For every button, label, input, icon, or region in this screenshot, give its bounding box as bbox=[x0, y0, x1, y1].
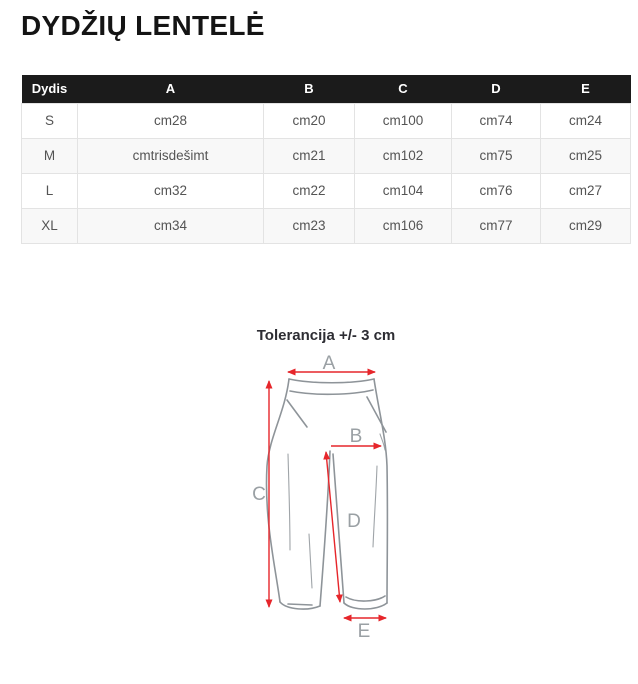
tolerance-note: Tolerancija +/- 3 cm bbox=[256, 327, 396, 344]
value-cell: cm32 bbox=[78, 173, 264, 208]
column-header-c: C bbox=[355, 75, 452, 103]
size-table bbox=[21, 75, 631, 244]
pants-left-outer-seam bbox=[266, 379, 289, 602]
value-cell: cm76 bbox=[452, 173, 541, 208]
label-b: B bbox=[349, 426, 363, 447]
label-d: D bbox=[347, 511, 361, 532]
column-header-b: B bbox=[264, 75, 355, 103]
pants-right-cuff-line bbox=[346, 596, 385, 601]
label-c: C bbox=[252, 484, 266, 505]
value-cell: cm23 bbox=[264, 208, 355, 243]
column-header-dydis: Dydis bbox=[22, 75, 78, 103]
table-row-m bbox=[22, 138, 631, 173]
pants-left-pocket bbox=[287, 400, 307, 427]
size-table-header bbox=[22, 75, 631, 103]
pants-left-hem bbox=[280, 602, 320, 609]
measurement-labels bbox=[252, 353, 370, 642]
value-cell: cm102 bbox=[355, 138, 452, 173]
table-row-xl bbox=[22, 208, 631, 243]
pants-right-hem bbox=[344, 603, 387, 609]
pants-left-hem-inner bbox=[288, 604, 312, 605]
value-cell: cm104 bbox=[355, 173, 452, 208]
value-cell: cm25 bbox=[541, 138, 631, 173]
column-header-e: E bbox=[541, 75, 631, 103]
pants-measurement-diagram bbox=[240, 350, 420, 650]
value-cell: cm74 bbox=[452, 103, 541, 138]
label-a: A bbox=[322, 353, 336, 374]
value-cell: cm75 bbox=[452, 138, 541, 173]
value-cell: cm24 bbox=[541, 103, 631, 138]
value-cell: cm28 bbox=[78, 103, 264, 138]
size-cell: M bbox=[22, 138, 78, 173]
table-row-l bbox=[22, 173, 631, 208]
page-title: DYDŽIŲ LENTELĖ bbox=[21, 10, 265, 41]
pants-waist-top bbox=[289, 379, 374, 383]
crease-line bbox=[373, 466, 377, 547]
pants-right-pocket bbox=[367, 397, 386, 432]
value-cell: cm20 bbox=[264, 103, 355, 138]
crease-line bbox=[309, 534, 312, 588]
size-table-body bbox=[22, 103, 631, 243]
value-cell: cm22 bbox=[264, 173, 355, 208]
pants-outline bbox=[266, 379, 387, 609]
column-header-d: D bbox=[452, 75, 541, 103]
pants-waistband-bottom bbox=[290, 390, 373, 394]
value-cell: cm34 bbox=[78, 208, 264, 243]
table-row-s bbox=[22, 103, 631, 138]
size-cell: L bbox=[22, 173, 78, 208]
label-e: E bbox=[357, 621, 371, 642]
header-row bbox=[22, 75, 631, 103]
size-cell: S bbox=[22, 103, 78, 138]
value-cell: cm29 bbox=[541, 208, 631, 243]
size-cell: XL bbox=[22, 208, 78, 243]
crease-line bbox=[288, 454, 290, 550]
column-header-a: A bbox=[78, 75, 264, 103]
pants-line-drawing bbox=[240, 350, 420, 650]
value-cell: cmtrisdešimt bbox=[78, 138, 264, 173]
value-cell: cm27 bbox=[541, 173, 631, 208]
value-cell: cm106 bbox=[355, 208, 452, 243]
value-cell: cm77 bbox=[452, 208, 541, 243]
value-cell: cm100 bbox=[355, 103, 452, 138]
value-cell: cm21 bbox=[264, 138, 355, 173]
